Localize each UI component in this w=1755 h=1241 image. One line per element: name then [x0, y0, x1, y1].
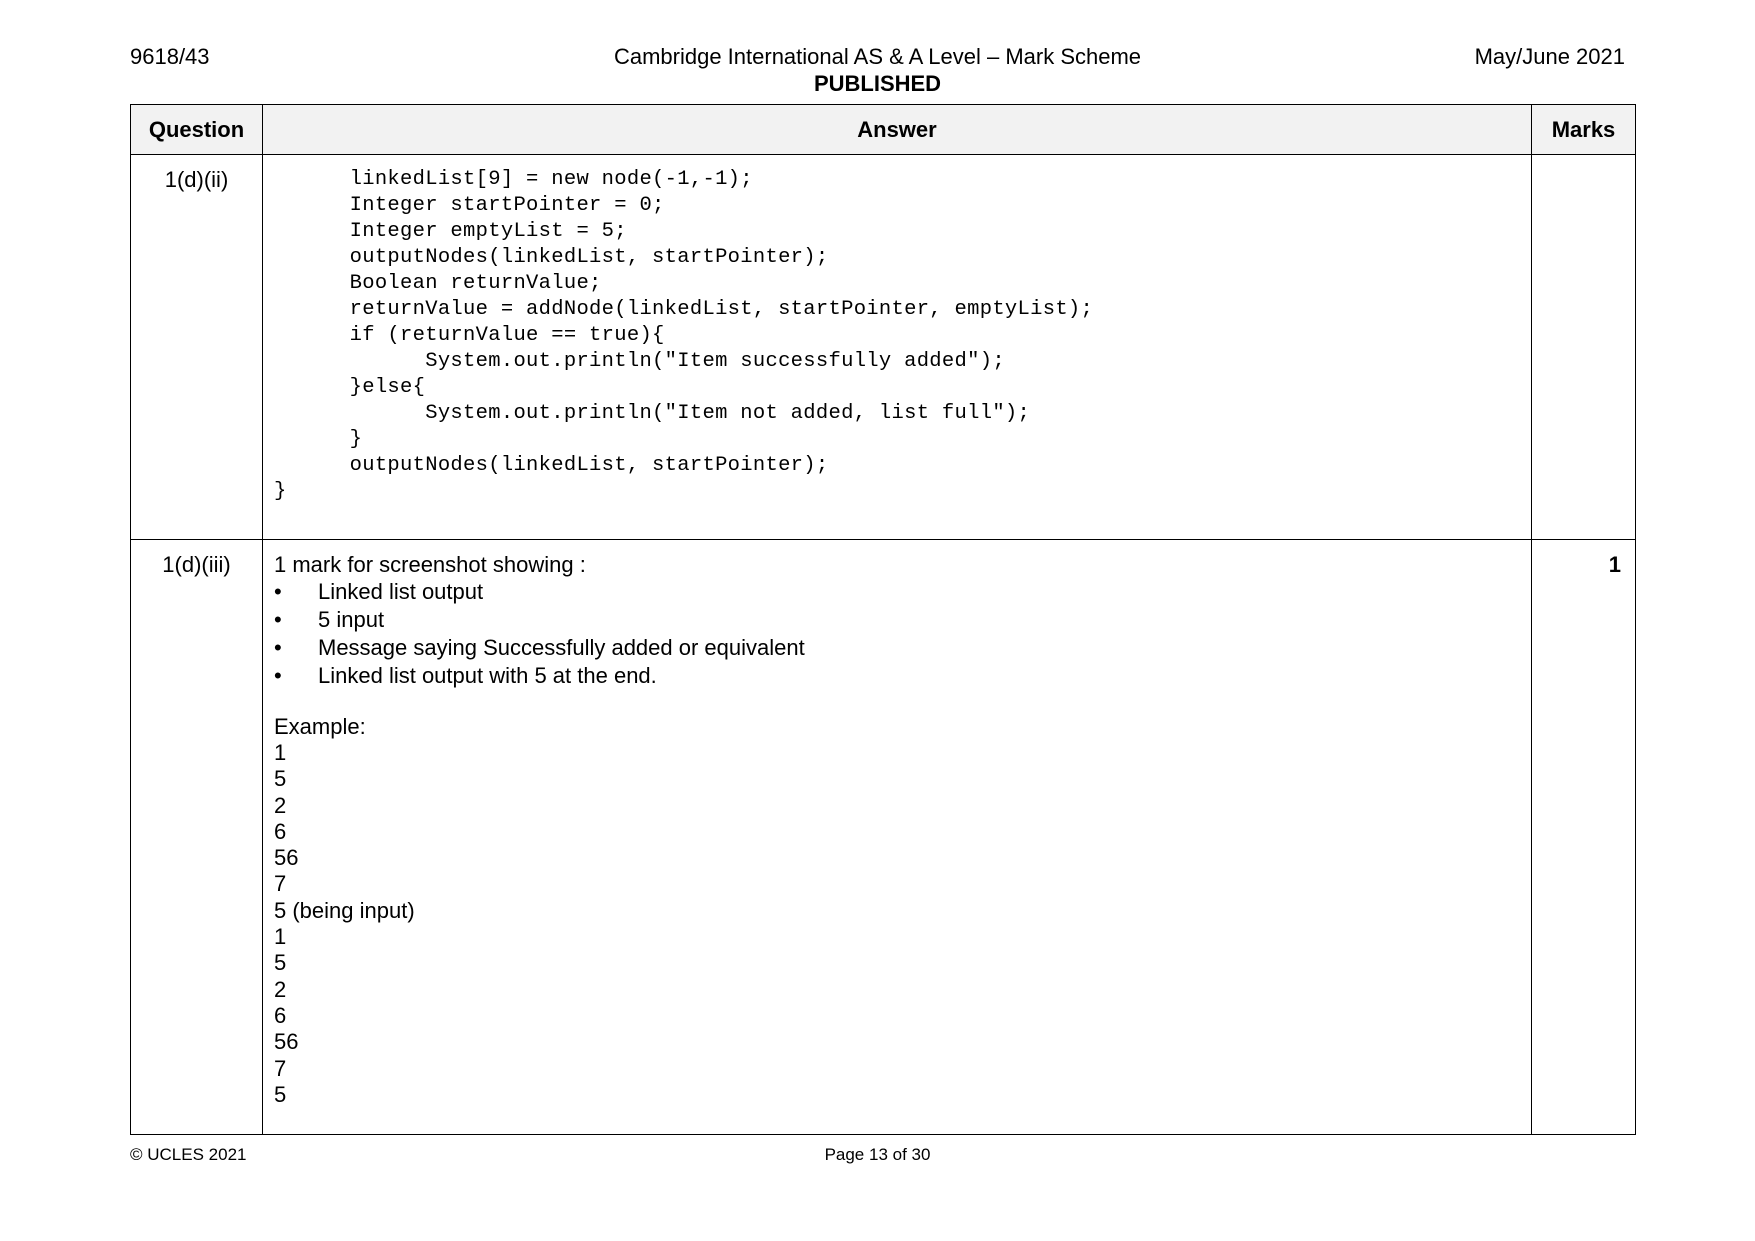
column-header-answer: Answer [263, 105, 1532, 155]
example-line: 1 [274, 924, 287, 950]
code-line: } [274, 428, 363, 451]
exam-session: May/June 2021 [1474, 44, 1625, 69]
table-row [131, 155, 1636, 540]
bullet-icon: • [274, 635, 282, 660]
answer-cell [263, 540, 1532, 1135]
paper-code: 9618/43 [130, 44, 210, 69]
marks-cell [1532, 155, 1636, 540]
list-item [274, 606, 1521, 634]
code-line: System.out.println("Item successfully added"); [274, 350, 1005, 373]
example-line: 6 [274, 818, 287, 844]
document-subtitle: PUBLISHED [813, 71, 942, 96]
example-label: Example: [274, 714, 366, 739]
example-line: 7 [274, 871, 287, 897]
example-line: 5 [274, 766, 287, 792]
table-row [131, 540, 1636, 1135]
marks-cell: 1 [1532, 540, 1636, 1135]
list-item [274, 578, 1521, 606]
criteria-list [274, 578, 1521, 690]
copyright: © UCLES 2021 [130, 1145, 247, 1164]
code-line: Integer startPointer = 0; [274, 194, 665, 217]
example-line: 56 [274, 845, 299, 871]
code-line: outputNodes(linkedList, startPointer); [274, 246, 829, 269]
example-output-list [274, 740, 1521, 1108]
document-title: Cambridge International AS & A Level – Mark Scheme [613, 44, 1142, 69]
code-line: } [274, 480, 287, 503]
example-line: 56 [274, 1029, 299, 1055]
bullet-icon: • [274, 579, 282, 604]
bullet-icon: • [274, 663, 282, 688]
list-item [274, 634, 1521, 662]
table-header-row [131, 105, 1636, 155]
question-number: 1(d)(ii) [131, 155, 263, 540]
question-number: 1(d)(iii) [131, 540, 263, 1135]
bullet-text: 5 input [318, 607, 385, 632]
code-line: System.out.println("Item not added, list full"); [274, 402, 1031, 425]
bullet-icon: • [274, 607, 282, 632]
code-line: linkedList[9] = new node(-1,-1); [274, 168, 753, 191]
code-line: }else{ [274, 376, 426, 399]
code-line: Integer emptyList = 5; [274, 220, 627, 243]
example-line: 6 [274, 1002, 287, 1028]
bullet-text: Message saying Successfully added or equivalent [318, 635, 805, 660]
example-line: 5 [274, 950, 287, 976]
example-line: 1 [274, 740, 287, 765]
column-header-question: Question [131, 105, 263, 155]
example-line: 5 [274, 1081, 287, 1107]
example-line: 7 [274, 1055, 287, 1081]
mark-scheme-table [130, 104, 1636, 1135]
column-header-marks: Marks [1532, 105, 1636, 155]
code-line: if (returnValue == true){ [274, 324, 665, 347]
code-line: outputNodes(linkedList, startPointer); [274, 454, 829, 477]
example-line: 2 [274, 792, 287, 818]
example-line: 2 [274, 976, 287, 1002]
list-item [274, 662, 1521, 690]
bullet-text: Linked list output with 5 at the end. [318, 663, 657, 688]
page-number: Page 13 of 30 [824, 1145, 931, 1164]
answer-cell [263, 155, 1532, 540]
code-line: Boolean returnValue; [274, 272, 602, 295]
code-block [274, 167, 1521, 505]
answer-intro: 1 mark for screenshot showing : [274, 552, 586, 577]
bullet-text: Linked list output [318, 579, 484, 604]
example-line: 5 (being input) [274, 897, 415, 923]
code-line: returnValue = addNode(linkedList, startPointer, emptyList); [274, 298, 1094, 321]
